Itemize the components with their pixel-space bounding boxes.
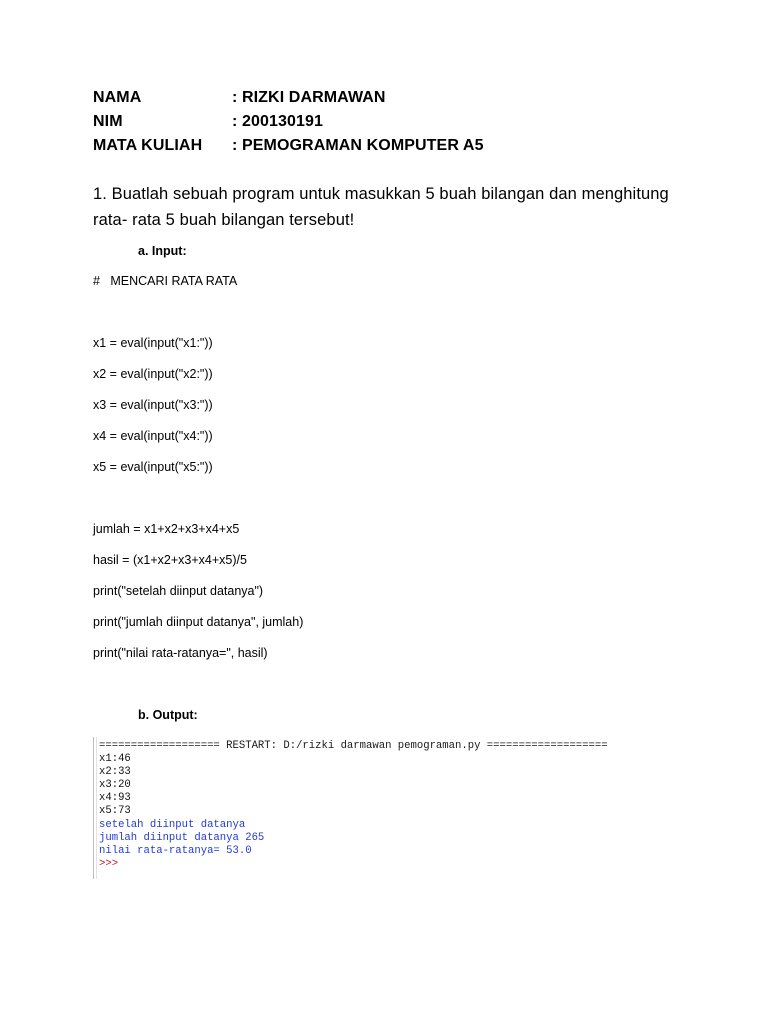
header-value: : PEMOGRAMAN KOMPUTER A5: [232, 137, 484, 154]
shell-prompt: >>>: [99, 858, 119, 870]
code-line: hasil = (x1+x2+x3+x4+x5)/5: [93, 553, 247, 567]
console-input-line: x5:73: [99, 805, 131, 817]
python-shell-output: [93, 737, 673, 879]
code-line: x3 = eval(input("x3:")): [93, 398, 213, 412]
console-output-line: setelah diinput datanya: [99, 819, 246, 831]
console-input-line: x3:20: [99, 779, 131, 791]
shell-gutter: [93, 737, 97, 879]
code-comment: # MENCARI RATA RATA: [93, 274, 238, 288]
code-line: x2 = eval(input("x2:")): [93, 367, 213, 381]
code-line: jumlah = x1+x2+x3+x4+x5: [93, 522, 240, 536]
code-line: print("jumlah diinput datanya", jumlah): [93, 615, 304, 629]
header-label: NIM: [93, 113, 123, 130]
question-line-1: 1. Buatlah sebuah program untuk masukkan 5 buah bilangan dan menghitung: [93, 185, 669, 203]
code-line: x1 = eval(input("x1:")): [93, 336, 213, 350]
code-line: x4 = eval(input("x4:")): [93, 429, 213, 443]
header-value: : 200130191: [232, 113, 323, 130]
question-line-2: rata- rata 5 buah bilangan tersebut!: [93, 211, 355, 229]
output-section-label: b. Output:: [138, 708, 198, 722]
console-input-line: x2:33: [99, 766, 131, 778]
input-section-label: a. Input:: [138, 244, 187, 258]
header-label: MATA KULIAH: [93, 137, 203, 154]
header-value: : RIZKI DARMAWAN: [232, 89, 386, 106]
console-output-line: nilai rata-ratanya= 53.0: [99, 845, 252, 857]
code-line: print("nilai rata-ratanya=", hasil): [93, 646, 268, 660]
header-label: NAMA: [93, 89, 142, 106]
code-line: x5 = eval(input("x5:")): [93, 460, 213, 474]
restart-line: =================== RESTART: D:/rizki darmawan pemograman.py ===================: [99, 740, 608, 752]
question-text: [93, 181, 693, 233]
console-input-line: x1:46: [99, 753, 131, 765]
console-output-line: jumlah diinput datanya 265: [99, 832, 265, 844]
code-line: print("setelah diinput datanya"): [93, 584, 264, 598]
console-input-line: x4:93: [99, 792, 131, 804]
